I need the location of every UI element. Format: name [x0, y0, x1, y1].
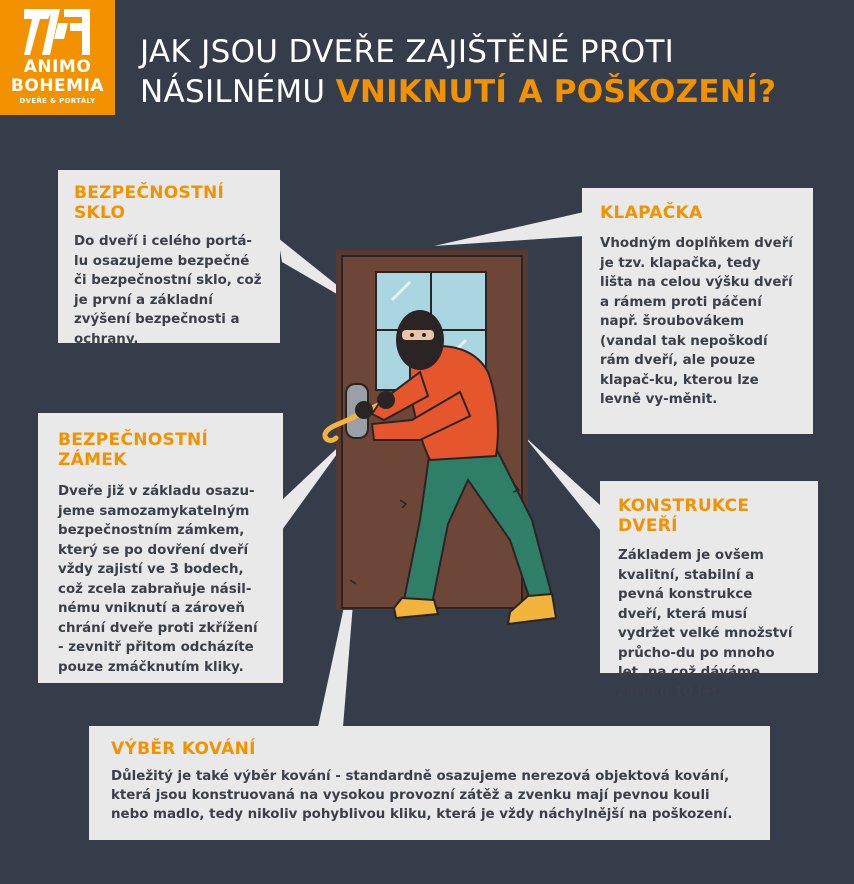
info-box-construction-title: KONSTRUKCE DVEŘÍ [618, 496, 750, 536]
info-box-glass [58, 170, 280, 347]
info-box-glass-title: BEZPEČNOSTNÍ SKLO [74, 183, 225, 223]
info-box-flap-title: KLAPAČKA [600, 203, 703, 223]
title-line2-highlight: VNIKNUTÍ A POŠKOZENÍ? [335, 74, 777, 110]
info-box-hardware-text: Důležitý je také výběr kování - standardně osazujeme nerezová objektová kování, která jsou konstruovaná na vysokou provozní zátěž a zvenku mají pevnou kouli nebo madlo, tedy nikoliv pohyblivou kliku, která je vždy náchylnější na poškození. [111, 769, 733, 822]
pointer-flap [434, 212, 584, 246]
pointer-construction [524, 436, 600, 530]
info-box-flap-text: Vhodným doplňkem dveří je tzv. klapačka, tedy lišta na celou výšku dveří a rámem proti páčení např. šroubovákem (vandal tak nepoškodí rám dveří, ale pouze klapač-ku, kterou lze levně vy-měnit. [600, 236, 793, 407]
title-line1: JAK JSOU DVEŘE ZAJIŠTĚNÉ PROTI [140, 34, 675, 70]
info-box-glass-text: Do dveří i celého portá-lu osazujeme bezpečné či bezpečnostní sklo, což je první a základní zvýšení bezpečnosti a ochrany. [74, 234, 262, 347]
info-box-lock-title: BEZPEČNOSTNÍ ZÁMEK [58, 430, 209, 470]
info-box-lock [38, 413, 283, 683]
info-box-lock-text: Dveře již v základu osazu-jeme samozamykatelným bezpečnostním zámkem, který se po dovření dveří vždy zajistí ve 3 bodech, což zcela zabraňuje násil-nému vniknutí a zároveň chrání dveře proti zkřížení - zevnitř přitom odcházíte pouze zmáčknutím kliky. [58, 484, 258, 675]
title-line2-plain: NÁSILNÉMU [140, 74, 336, 110]
logo-tagline: DVEŘE & PORTÁLY [19, 97, 96, 105]
logo-text-line2: BOHEMIA [10, 76, 105, 96]
info-box-hardware-title: VÝBĚR KOVÁNÍ [111, 739, 256, 759]
info-box-construction [600, 481, 818, 700]
logo-text-line1: ANIMO [23, 57, 92, 77]
info-box-hardware [89, 726, 770, 840]
info-box-flap [582, 188, 813, 434]
info-box-construction-text: Základem je ovšem kvalitní, stabilní a pevná konstrukce dveří, která musí vydržet velké množství průcho-du po mnoho let, na což dáváme záruku 10 let. [618, 548, 793, 700]
burglar-shoe-left [394, 598, 438, 618]
